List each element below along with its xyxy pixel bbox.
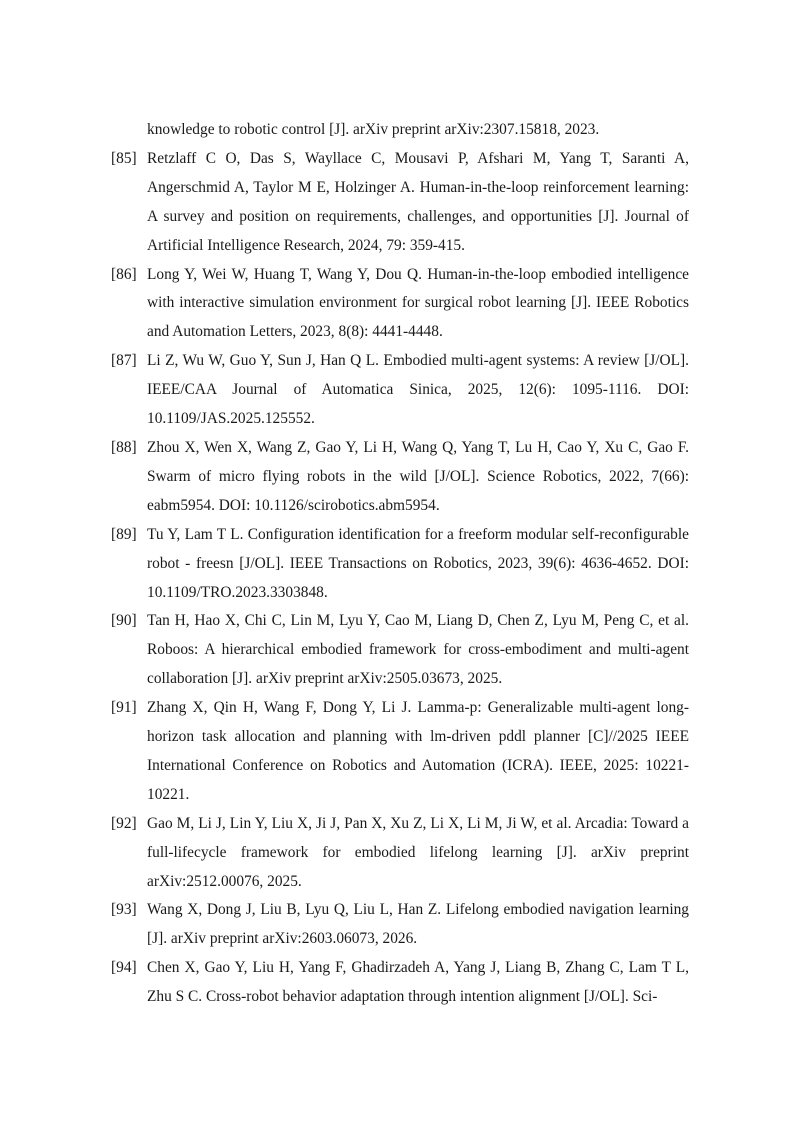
reference-text: Gao M, Li J, Lin Y, Liu X, Ji J, Pan X, Xu Z, Li X, Li M, Ji W, et al. Arcadia: Toward a full-lifecycle framework for embodied lifelong learning [J]. arXiv preprint arXiv:2512.00076, 2025. [147,814,689,890]
reference-number: [90] [111,612,137,630]
reference-text: Li Z, Wu W, Guo Y, Sun J, Han Q L. Embodied multi-agent systems: A review [J/OL]. IEEE/CAA Journal of Automatica Sinica, 2025, 12(6): 1095-1116. DOI: 10.1109/JAS.2025.125552. [147,352,689,428]
reference-number: [92] [111,814,137,832]
reference-item [111,954,689,1012]
reference-number: [87] [111,352,137,370]
reference-item [111,347,689,434]
reference-number: [86] [111,265,137,283]
reference-text: Long Y, Wei W, Huang T, Wang Y, Dou Q. Human-in-the-loop embodied intelligence with interactive simulation environment for surgical robot learning [J]. IEEE Robotics and Automation Letters, 2023, 8(8): 4441-4448. [147,265,689,341]
reference-text: Wang X, Dong J, Liu B, Lyu Q, Liu L, Han Z. Lifelong embodied navigation learning [J]. arXiv preprint arXiv:2603.06073, 2026. [147,901,689,948]
reference-text: Tan H, Hao X, Chi C, Lin M, Lyu Y, Cao M, Liang D, Chen Z, Lyu M, Peng C, et al. Roboos: A hierarchical embodied framework for cross-embodiment and multi-agent collaboration [J]. arXiv preprint arXiv:2505.03673, 2025. [147,612,689,688]
reference-number: [91] [111,699,137,717]
reference-continuation: knowledge to robotic control [J]. arXiv preprint arXiv:2307.15818, 2023. [147,121,600,138]
reference-number: [85] [111,149,137,167]
reference-item [111,261,689,348]
reference-number: [89] [111,525,137,543]
reference-item [111,145,689,261]
reference-number: [94] [111,959,137,977]
reference-item [111,896,689,954]
reference-item [111,810,689,897]
reference-text: Tu Y, Lam T L. Configuration identification for a freeform modular self-reconfigurable robot - freesn [J/OL]. IEEE Transactions on Robotics, 2023, 39(6): 4636-4652. DOI: 10.1109/TRO.2023.3303848. [147,525,689,601]
reference-number: [93] [111,901,137,919]
reference-item [111,607,689,694]
reference-text: Zhou X, Wen X, Wang Z, Gao Y, Li H, Wang Q, Yang T, Lu H, Cao Y, Xu C, Gao F. Swarm of micro flying robots in the wild [J/OL]. Science Robotics, 2022, 7(66): eabm5954. DOI: 10.1126/scirobotics.abm5954. [147,438,689,514]
reference-text: Zhang X, Qin H, Wang F, Dong Y, Li J. Lamma-p: Generalizable multi-agent long-horizon task allocation and planning with lm-driven pddl planner [C]//2025 IEEE International Conference on Robotics and Automation (ICRA). IEEE, 2025: 10221-10221. [147,699,689,803]
reference-item [111,434,689,521]
reference-item [111,521,689,608]
reference-number: [88] [111,438,137,456]
reference-text: Retzlaff C O, Das S, Wayllace C, Mousavi P, Afshari M, Yang T, Saranti A, Angerschmid A, Taylor M E, Holzinger A. Human-in-the-loop reinforcement learning: A survey and position on requirements, challenges, and opportunities [J]. Journal of Artificial Intelligence Research, 2024, 79: 359-415. [147,149,689,254]
reference-list [111,116,689,1012]
reference-text: Chen X, Gao Y, Liu H, Yang F, Ghadirzadeh A, Yang J, Liang B, Zhang C, Lam T L, Zhu S C. Cross-robot behavior adaptation through intention alignment [J/OL]. Sci- [147,959,689,1006]
reference-item [111,694,689,810]
